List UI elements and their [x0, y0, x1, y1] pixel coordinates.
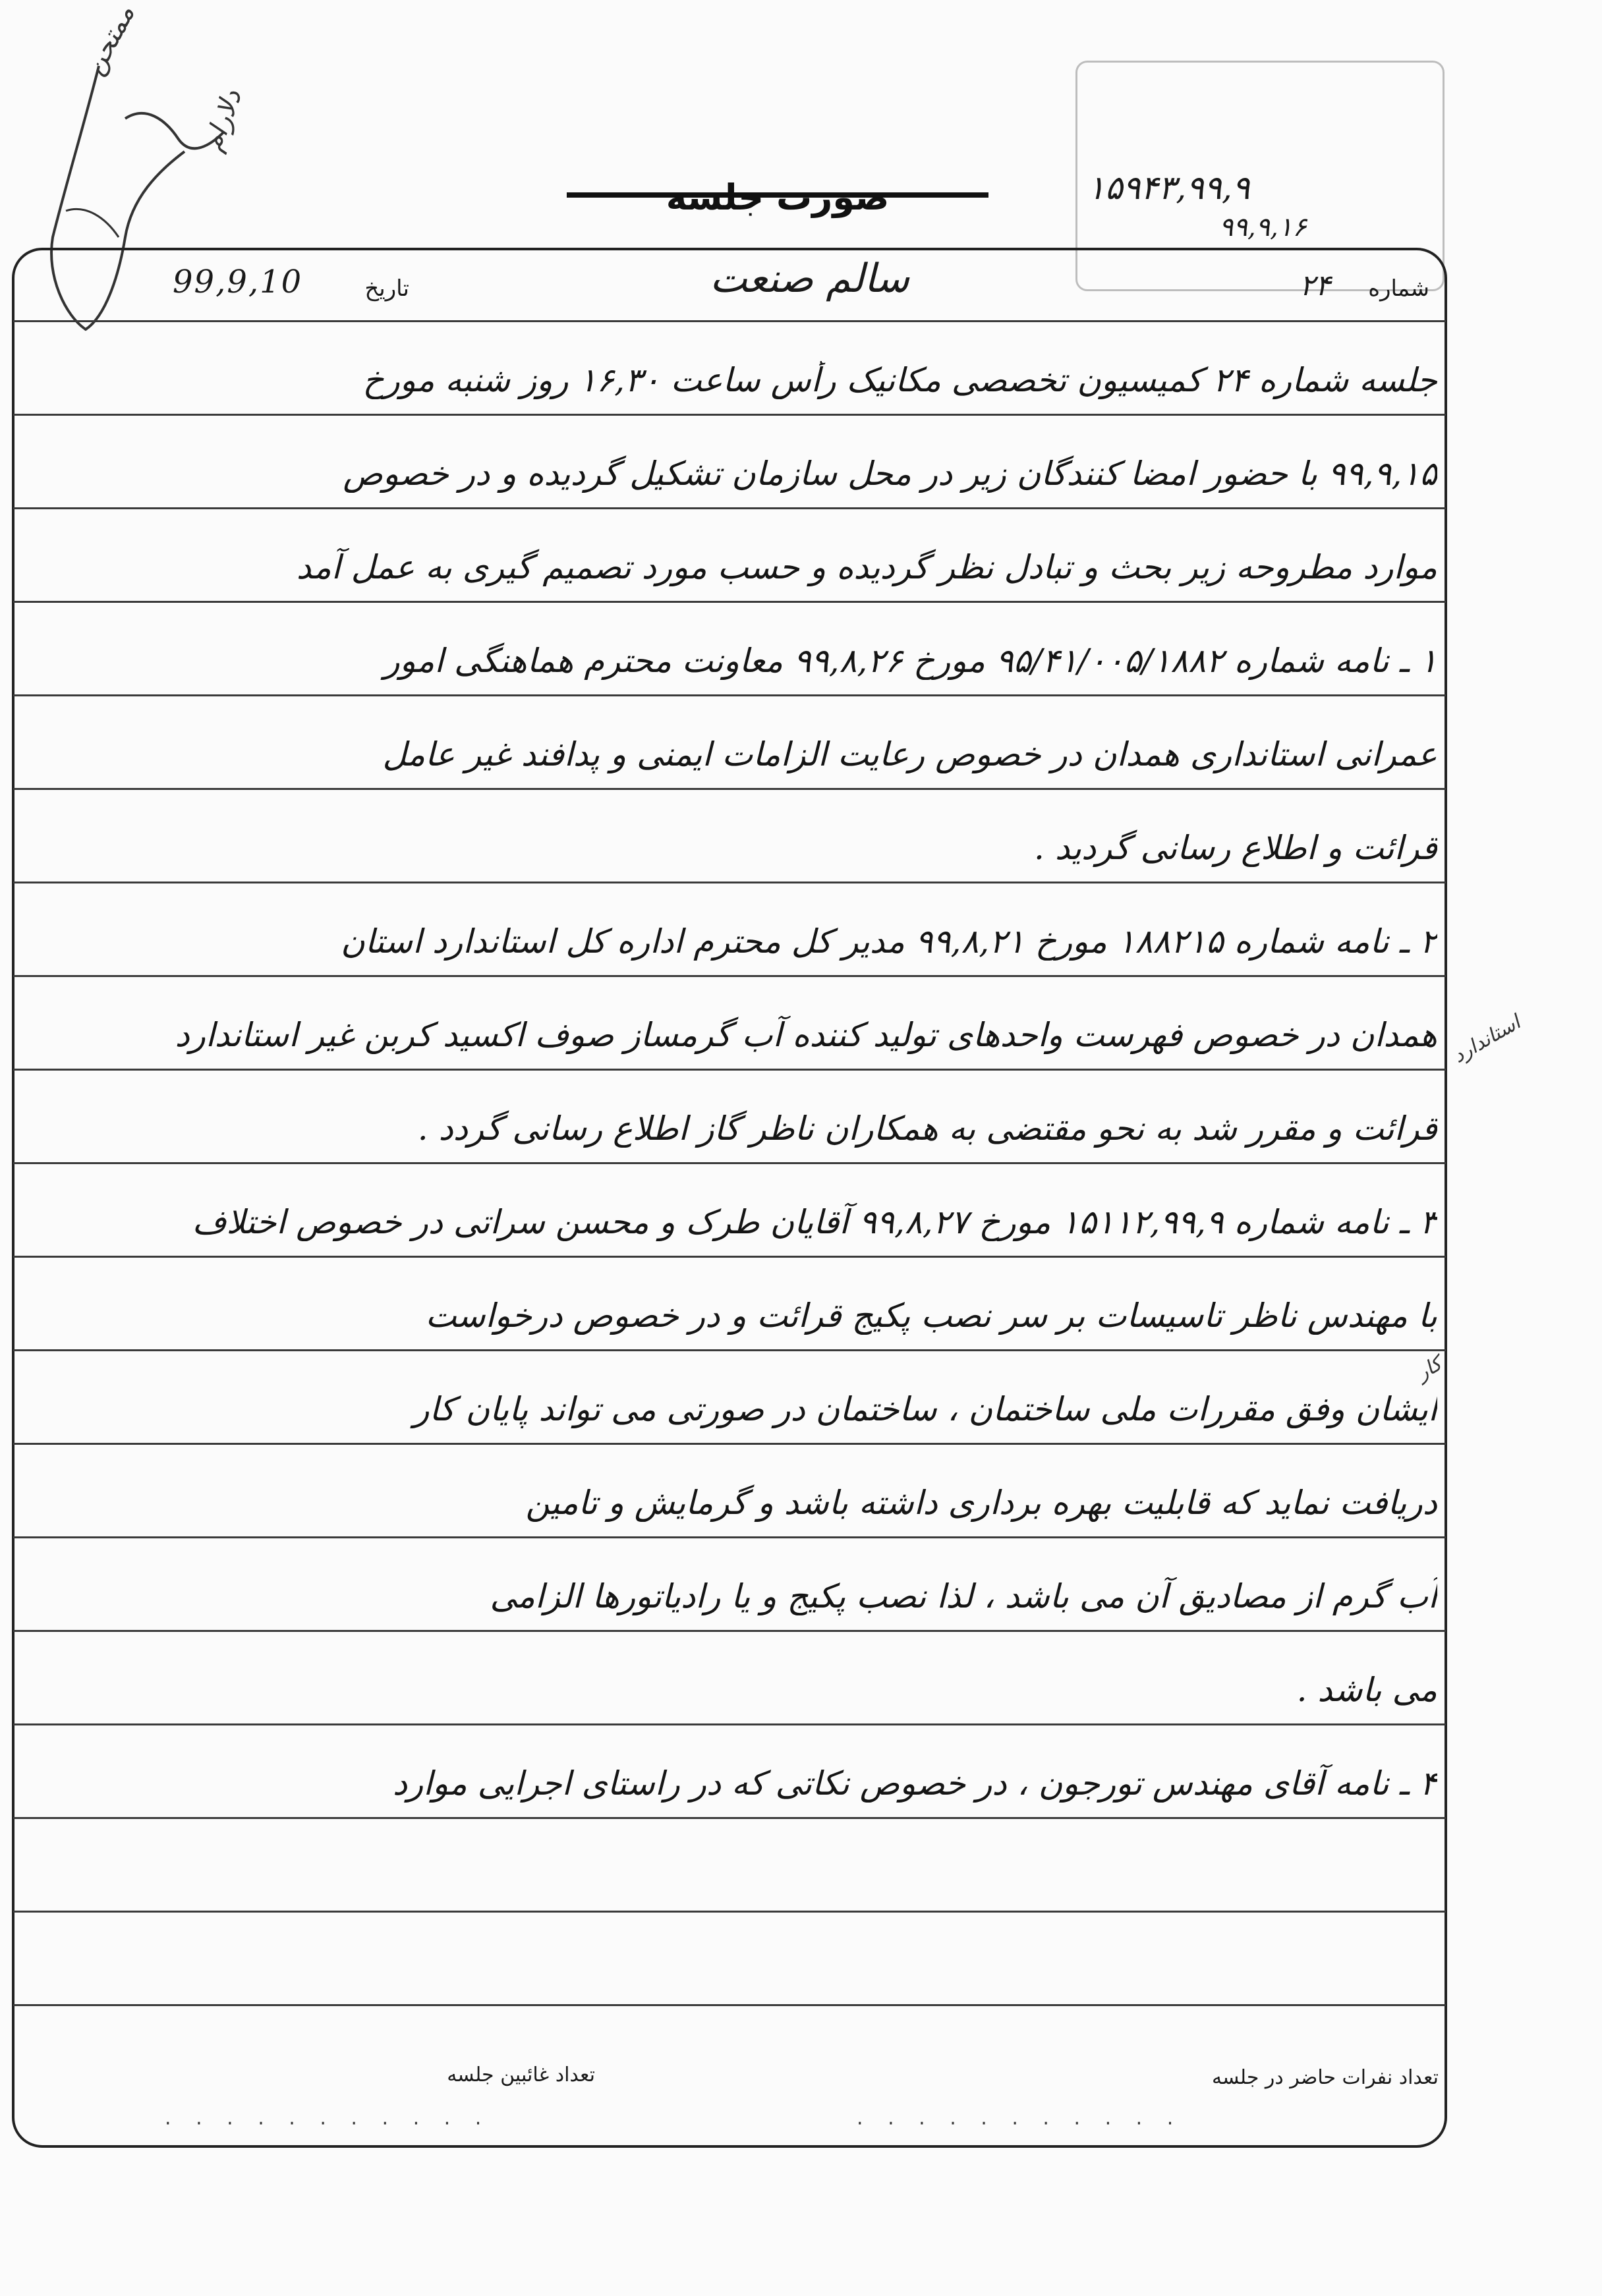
present-count-label: تعداد نفرات حاضر در جلسه — [1212, 2066, 1439, 2089]
ruled-line — [13, 1349, 1446, 1351]
ruled-line — [13, 1911, 1446, 1913]
body-line-4: ۱ ـ نامه شماره ۹۵/۴۱/۰۰۵/۱۸۸۲ مورخ ۹۹,۸,۲۶ معاونت محترم هماهنگی امور — [384, 642, 1437, 680]
ruled-line — [13, 975, 1446, 977]
subject-value: سالم صنعت — [710, 256, 909, 302]
absent-count-label: تعداد غائبین جلسه — [447, 2063, 595, 2086]
body-line-13: دریافت نماید که قابلیت بهره برداری داشته باشد و گرمایش و تامین — [525, 1484, 1437, 1522]
ruled-line — [13, 1256, 1446, 1258]
body-line-12: ایشان وفق مقررات ملی ساختمان ، ساختمان در صورتی می تواند پایان کار — [413, 1390, 1437, 1428]
form-frame — [12, 248, 1447, 2148]
ruled-line — [13, 1162, 1446, 1164]
date-value: 99,9,10 — [173, 264, 303, 300]
ruled-line — [13, 788, 1446, 790]
body-line-10: ۳ ـ نامه شماره ۱۵۱۱۲,۹۹,۹ مورخ ۹۹,۸,۲۷ آقایان طرک و محسن سراتی در خصوص اختلاف — [192, 1203, 1437, 1241]
header-rule — [13, 320, 1446, 322]
dotted-marks: · · · · · · · · · · · — [165, 2112, 491, 2135]
body-line-14: آب گرم از مصادیق آن می باشد ، لذا نصب پکیج و یا رادیاتورها الزامی — [490, 1577, 1437, 1615]
ruled-line — [13, 601, 1446, 603]
ruled-line — [13, 1536, 1446, 1538]
ruled-line — [13, 1723, 1446, 1725]
body-line-11: با مهندس ناظر تاسیسات بر سر نصب پکیج قرائت و در خصوص درخواست — [425, 1297, 1437, 1335]
ruled-line — [13, 1069, 1446, 1071]
body-line-15: می باشد . — [1296, 1671, 1437, 1709]
body-line-16: ۴ ـ نامه آقای مهندس تورجون ، در خصوص نکاتی که در راستای اجرایی موارد — [392, 1764, 1437, 1803]
number-label: شماره — [1368, 275, 1429, 302]
stamp-registration-number: ١۵٩۴٣,٩٩,٩ — [1087, 169, 1250, 207]
side-note-standard: استاندارد — [1448, 1011, 1525, 1068]
dotted-marks: · · · · · · · · · · · — [857, 2112, 1183, 2135]
margin-note-2: دلارام — [198, 85, 248, 155]
ruled-line — [13, 1630, 1446, 1632]
body-line-8: همدان در خصوص فهرست واحدهای تولید کننده آب گرمساز صوف اکسید کربن غیر استاندارد — [175, 1016, 1437, 1054]
margin-note-1: ممتحن — [79, 0, 141, 80]
body-line-2: ۹۹,۹,۱۵ با حضور امضا کنندگان زیر در محل سازمان تشکیل گردیده و در خصوص — [343, 455, 1437, 493]
body-line-5: عمرانی استانداری همدان در خصوص رعایت الزامات ایمنی و پدافند غیر عامل — [382, 735, 1437, 773]
body-line-7: ۲ ـ نامه شماره ۱۸۸۲۱۵ مورخ ۹۹,۸,۲۱ مدیر کل محترم اداره کل استاندارد استان — [341, 922, 1437, 961]
side-note-kar: کار — [1412, 1352, 1446, 1386]
title-underline — [567, 192, 988, 198]
body-line-6: قرائت و اطلاع رسانی گردید . — [1034, 829, 1437, 867]
ruled-line — [13, 882, 1446, 883]
ruled-line — [13, 694, 1446, 696]
page-title — [567, 177, 988, 203]
number-value: ۲۴ — [1300, 269, 1331, 302]
date-label: تاریخ — [364, 275, 409, 302]
body-line-9: قرائت و مقرر شد به نحو مقتضی به همکاران ناظر گاز اطلاع رسانی گردد . — [417, 1109, 1437, 1148]
ruled-line — [13, 507, 1446, 509]
ruled-line — [13, 1443, 1446, 1445]
stamp-date: ٩٩,٩,١۶ — [1219, 212, 1307, 242]
body-line-3: موارد مطروحه زیر بحث و تبادل نظر گردیده و حسب مورد تصمیم گیری به عمل آمد — [296, 548, 1437, 586]
body-line-1: جلسه شماره ۲۴ کمیسیون تخصصی مکانیک رأس ساعت ۱۶,۳۰ روز شنبه مورخ — [362, 361, 1437, 399]
ruled-line — [13, 414, 1446, 416]
ruled-line — [13, 1817, 1446, 1819]
ruled-line — [13, 2004, 1446, 2006]
